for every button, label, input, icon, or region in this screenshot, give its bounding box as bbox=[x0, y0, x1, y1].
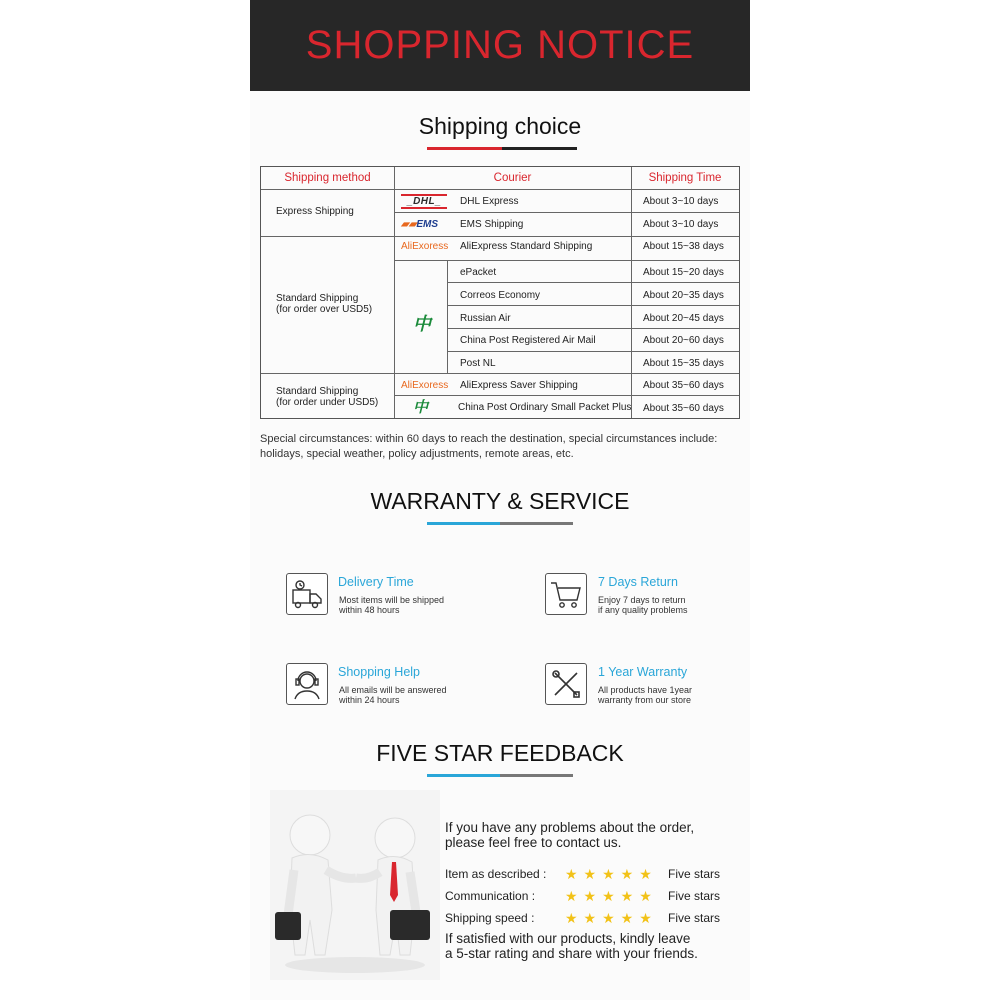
courier-name: Correos Economy bbox=[460, 290, 541, 301]
rating-label: Item as described : bbox=[445, 867, 547, 881]
group-standard-under-line2: (for order under USD5) bbox=[276, 397, 379, 408]
dhl-logo-icon: _DHL_ bbox=[401, 196, 447, 207]
header-shipping-time: Shipping Time bbox=[648, 172, 722, 184]
shopping-help-title: Shopping Help bbox=[338, 665, 421, 679]
shopping-notice-page bbox=[250, 0, 750, 1000]
courier-name: China Post Ordinary Small Packet Plus bbox=[458, 402, 632, 413]
table-row-divider bbox=[394, 260, 739, 261]
warranty-title: WARRANTY & SERVICE bbox=[370, 488, 630, 514]
feedback-intro-line1: If you have any problems about the order, bbox=[445, 820, 695, 835]
warranty-desc-line1: All products have 1year bbox=[598, 685, 693, 695]
shipping-time: About 20~45 days bbox=[643, 313, 724, 324]
courier-name: AliExpress Standard Shipping bbox=[460, 241, 593, 252]
warranty-title-underline bbox=[427, 522, 573, 525]
delivery-time-title: Delivery Time bbox=[338, 575, 414, 589]
shopping-help-desc-line1: All emails will be answered bbox=[339, 685, 447, 695]
warranty-title-item: 1 Year Warranty bbox=[598, 665, 688, 679]
shipping-table bbox=[260, 166, 740, 419]
table-row-divider bbox=[447, 305, 739, 306]
group-standard-under-line1: Standard Shipping bbox=[276, 386, 359, 397]
table-row-divider bbox=[447, 282, 739, 283]
return-desc-line2: if any quality problems bbox=[598, 605, 688, 615]
group-standard-over-line1: Standard Shipping bbox=[276, 293, 359, 304]
headset-support-icon bbox=[286, 663, 328, 705]
rating-value: Five stars bbox=[668, 889, 721, 903]
feedback-outro-line1: If satisfied with our products, kindly leave bbox=[445, 931, 691, 946]
banner-title: SHOPPING NOTICE bbox=[305, 23, 695, 67]
handshake-illustration-icon bbox=[270, 790, 440, 980]
rating-value: Five stars bbox=[668, 911, 721, 925]
aliexpress-logo-icon: AliExoress bbox=[401, 241, 449, 252]
courier-name: AliExpress Saver Shipping bbox=[460, 380, 578, 391]
table-row-divider bbox=[447, 351, 739, 352]
feedback-intro-line2: please feel free to contact us. bbox=[445, 835, 622, 850]
shipping-time: About 20~60 days bbox=[643, 335, 724, 346]
group-express: Express Shipping bbox=[276, 206, 354, 217]
table-row-divider bbox=[394, 395, 739, 396]
rating-label: Shipping speed : bbox=[445, 911, 535, 925]
feedback-title: FIVE STAR FEEDBACK bbox=[376, 740, 624, 766]
aliexpress-logo-icon: AliExoress bbox=[401, 380, 449, 391]
table-row-divider bbox=[261, 373, 739, 374]
table-col-divider bbox=[394, 167, 395, 418]
table-row-divider bbox=[261, 236, 739, 237]
shipping-time: About 35~60 days bbox=[643, 380, 724, 391]
table-row-divider bbox=[394, 212, 739, 213]
header-shipping-method: Shipping method bbox=[284, 172, 371, 184]
table-col-divider bbox=[631, 167, 632, 418]
banner bbox=[250, 0, 750, 91]
courier-name: DHL Express bbox=[460, 196, 519, 207]
five-star-icon: ★★★★★ bbox=[565, 888, 658, 904]
shipping-time: About 20~35 days bbox=[643, 290, 724, 301]
table-row-divider bbox=[447, 328, 739, 329]
feedback-title-underline bbox=[427, 774, 573, 777]
rating-row-shipping-speed bbox=[445, 910, 721, 926]
courier-name: EMS Shipping bbox=[460, 219, 524, 230]
header-courier: Courier bbox=[493, 172, 532, 184]
warranty-desc-line2: warranty from our store bbox=[598, 695, 692, 705]
shipping-time: About 3~10 days bbox=[643, 196, 719, 207]
shopping-help-desc-line2: within 24 hours bbox=[339, 695, 400, 705]
ems-logo-icon: ▰▰EMS bbox=[401, 219, 439, 230]
rating-row-communication bbox=[445, 888, 721, 904]
shipping-time: About 35~60 days bbox=[643, 403, 724, 414]
shopping-cart-icon bbox=[545, 573, 587, 615]
rating-row-item-described bbox=[445, 866, 721, 882]
shipping-time: About 3~10 days bbox=[643, 219, 719, 230]
table-logo-divider bbox=[447, 260, 448, 373]
return-desc-line1: Enjoy 7 days to return bbox=[598, 595, 686, 605]
shipping-time: About 15~20 days bbox=[643, 267, 724, 278]
delivery-time-desc-line2: within 48 hours bbox=[339, 605, 400, 615]
courier-name: Russian Air bbox=[460, 313, 511, 324]
courier-name: Post NL bbox=[460, 358, 496, 369]
shipping-title: Shipping choice bbox=[418, 113, 582, 139]
rating-label: Communication : bbox=[445, 889, 536, 903]
courier-name: ePacket bbox=[460, 267, 497, 278]
shipping-time: About 15~38 days bbox=[643, 241, 724, 252]
shipping-title-underline bbox=[427, 147, 577, 150]
table-header-divider bbox=[261, 189, 739, 190]
tools-wrench-icon bbox=[545, 663, 587, 705]
courier-name: China Post Registered Air Mail bbox=[460, 335, 596, 346]
feedback-outro-line2: a 5-star rating and share with your friends. bbox=[445, 946, 698, 961]
china-post-logo-icon: 中 bbox=[413, 314, 431, 334]
delivery-truck-icon bbox=[286, 573, 328, 615]
return-title: 7 Days Return bbox=[598, 575, 678, 589]
five-star-icon: ★★★★★ bbox=[565, 910, 658, 926]
group-standard-over-line2: (for order over USD5) bbox=[276, 304, 373, 315]
rating-value: Five stars bbox=[668, 867, 721, 881]
shipping-time: About 15~35 days bbox=[643, 358, 724, 369]
china-post-logo-icon: 中 bbox=[413, 399, 429, 416]
delivery-time-desc-line1: Most items will be shipped bbox=[339, 595, 445, 605]
five-star-icon: ★★★★★ bbox=[565, 866, 658, 882]
special-circumstances-note: Special circumstances: within 60 days to reach the destination, special circumstances include: holidays, special weather, policy adjustments, remote areas, etc. bbox=[260, 433, 718, 460]
